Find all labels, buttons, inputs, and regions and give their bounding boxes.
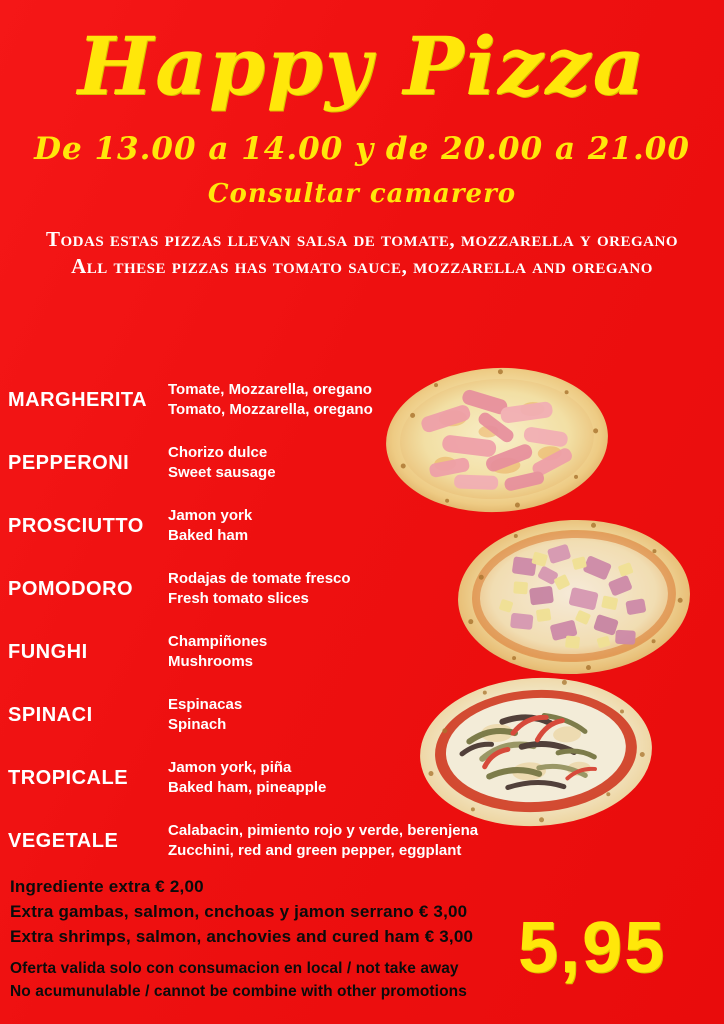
menu-item-desc-en: Baked ham <box>168 527 249 544</box>
poster-header <box>0 0 724 280</box>
menu-list <box>8 379 528 883</box>
menu-item-name: POMODORO <box>8 577 134 600</box>
menu-item-desc-es: Jamon york <box>168 506 253 524</box>
menu-item-margherita <box>8 379 528 421</box>
menu-item-desc-en: Spinach <box>168 716 227 733</box>
menu-item-desc <box>168 380 373 421</box>
menu-item-desc-es: Rodajas de tomate fresco <box>168 569 351 587</box>
menu-item-pepperoni <box>8 442 528 484</box>
offer-condition-line: No acumunulable / cannot be combine with other promotions <box>10 983 467 1000</box>
menu-item-name: SPINACI <box>8 703 93 726</box>
offer-condition-line: Oferta valida solo con consumacion en local / not take away <box>10 960 459 977</box>
extra-ingredient-line: Ingrediente extra € 2,00 <box>10 877 204 896</box>
menu-item-desc <box>168 506 252 547</box>
menu-item-desc <box>168 632 267 673</box>
price-tag: 5,95 <box>518 908 667 988</box>
menu-item-name: TROPICALE <box>8 766 129 789</box>
tagline-english: All these pizzas has tomato sauce, mozzarella and oregano <box>71 254 653 278</box>
tagline-spanish: Todas estas pizzas llevan salsa de tomate, mozzarella y oregano <box>45 227 679 251</box>
menu-item-prosciutto <box>8 505 528 547</box>
opening-hours: De 13.00 a 14.00 y de 20.00 a 21.00 <box>34 131 690 167</box>
menu-item-desc <box>168 695 242 736</box>
extra-ingredients-block <box>10 874 473 949</box>
menu-item-name: PROSCIUTTO <box>8 514 144 537</box>
menu-item-tropicale <box>8 757 528 799</box>
menu-item-vegetale <box>8 820 528 862</box>
menu-item-desc <box>168 569 351 610</box>
menu-item-desc-en: Fresh tomato slices <box>168 590 309 607</box>
extra-ingredient-line: Extra shrimps, salmon, anchovies and cured ham € 3,00 <box>10 927 474 946</box>
menu-item-name: PEPPERONI <box>8 451 130 474</box>
menu-item-desc-es: Calabacin, pimiento rojo y verde, berenjena <box>168 821 479 839</box>
menu-item-desc-es: Espinacas <box>168 695 243 713</box>
menu-item-desc-en: Sweet sausage <box>168 464 276 481</box>
menu-item-desc <box>168 758 326 799</box>
menu-item-desc-en: Baked ham, pineapple <box>168 779 327 796</box>
menu-item-name: FUNGHI <box>8 640 88 663</box>
menu-item-desc <box>168 443 276 484</box>
restaurant-title: Happy Pizza <box>77 19 647 113</box>
menu-item-desc-es: Champiñones <box>168 632 268 650</box>
menu-item-desc-en: Zucchini, red and green pepper, eggplant <box>168 842 462 859</box>
menu-item-desc-es: Jamon york, piña <box>168 758 292 776</box>
menu-item-name: MARGHERITA <box>8 388 148 411</box>
menu-item-funghi <box>8 631 528 673</box>
menu-item-pomodoro <box>8 568 528 610</box>
menu-item-desc <box>168 821 478 862</box>
waiter-note: Consultar camarero <box>207 179 517 209</box>
menu-item-desc-es: Chorizo dulce <box>168 443 268 461</box>
menu-item-desc-es: Tomate, Mozzarella, oregano <box>168 380 372 398</box>
menu-item-name: VEGETALE <box>8 829 119 852</box>
menu-item-spinaci <box>8 694 528 736</box>
menu-item-desc-en: Tomato, Mozzarella, oregano <box>168 401 373 418</box>
extra-ingredient-line: Extra gambas, salmon, cnchoas y jamon serrano € 3,00 <box>10 902 468 921</box>
offer-conditions-block <box>10 957 467 1003</box>
menu-item-desc-en: Mushrooms <box>168 653 254 670</box>
